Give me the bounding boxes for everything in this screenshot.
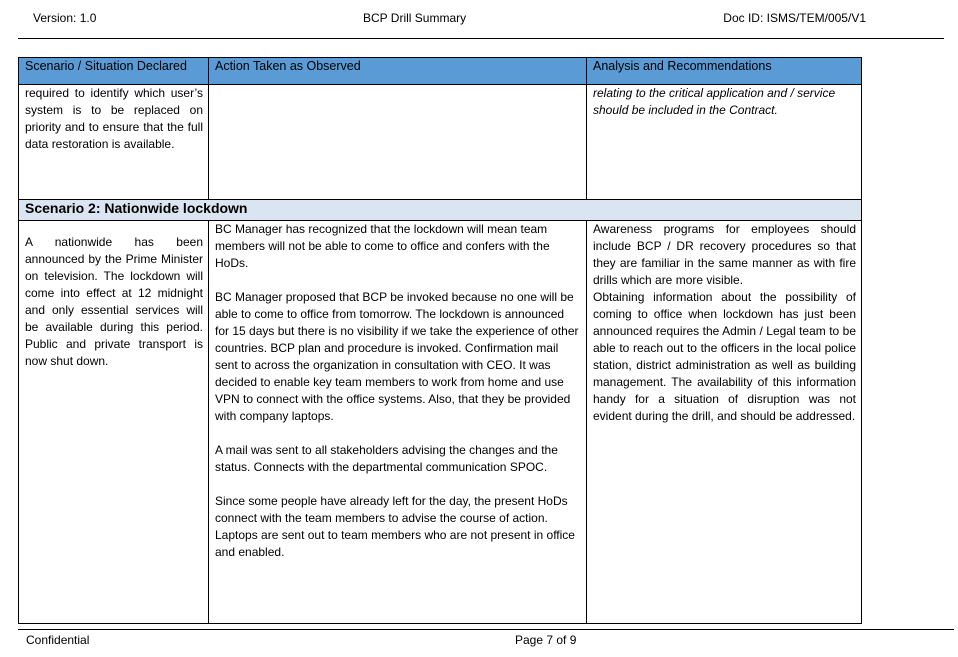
scenario-description-cell: A nationwide has been announced by the Prime Minister on television. The lockdown will come into effect at 12 midnight and only essential services will be available during this period. Public and private transport is now shut down.	[19, 221, 209, 624]
analysis-paragraph: Awareness programs for employees should include BCP / DR recovery procedures so that they are familiar in the same manner as with fire drills which are more visible.	[593, 222, 856, 287]
doc-id-label: Doc ID: ISMS/TEM/005/V1	[723, 11, 866, 25]
document-title: BCP Drill Summary	[363, 11, 467, 25]
scenario-heading-row	[19, 200, 862, 221]
scenario-heading: Scenario 2: Nationwide lockdown	[19, 200, 862, 221]
action-paragraph: A mail was sent to all stakeholders advising the changes and the status. Connects with the departmental communication SPOC.	[215, 443, 558, 474]
action-paragraph: BC Manager has recognized that the lockdown will mean team members will not be able to come to office and confers with the HoDs.	[215, 222, 550, 270]
action-taken-cell	[209, 221, 587, 624]
page-footer	[0, 633, 958, 649]
page-number: Page 7 of 9	[515, 633, 577, 647]
footer-divider	[18, 629, 954, 630]
table-row-scenario-2	[19, 221, 862, 624]
continued-scenario-cell: required to identify which user’s system is to be replaced on priority and to ensure that the full data restoration is available.	[19, 85, 209, 200]
continued-action-cell	[209, 85, 587, 200]
header-divider	[18, 38, 944, 39]
action-paragraph: BC Manager proposed that BCP be invoked because no one will be able to come to office from tomorrow. The lockdown is announced for 15 days but there is no visibility if we take the experience of other countries. BCP plan and procedure is invoked. Confirmation mail sent to across the organization in consultation with CEO. It was decided to enable key team members to work from home and use VPN to connect with the office systems. Also, that they be provided with company laptops.	[215, 290, 579, 423]
table-header-row	[19, 58, 862, 85]
version-label: Version: 1.0	[33, 11, 97, 25]
analysis-paragraph: Obtaining information about the possibility of coming to office when lockdown has just been announced requires the Admin / Legal team to be able to reach out to the officers in the local police station, district administration as well as building management. The availability of this information handy for a situation of disruption was not evident during the drill, and should be addressed.	[593, 290, 856, 423]
continued-analysis-cell: relating to the critical application and / service should be included in the Contract.	[587, 85, 862, 200]
column-header-scenario: Scenario / Situation Declared	[19, 58, 209, 85]
bcp-drill-table	[18, 57, 862, 624]
page-header	[0, 11, 958, 27]
column-header-action: Action Taken as Observed	[209, 58, 587, 85]
table-row-continued	[19, 85, 862, 200]
analysis-cell	[587, 221, 862, 624]
confidential-label: Confidential	[26, 633, 90, 647]
column-header-analysis: Analysis and Recommendations	[587, 58, 862, 85]
action-paragraph: Since some people have already left for the day, the present HoDs connect with the team members to advise the course of action. Laptops are sent out to team members who are not present in office and enabled.	[215, 494, 575, 559]
